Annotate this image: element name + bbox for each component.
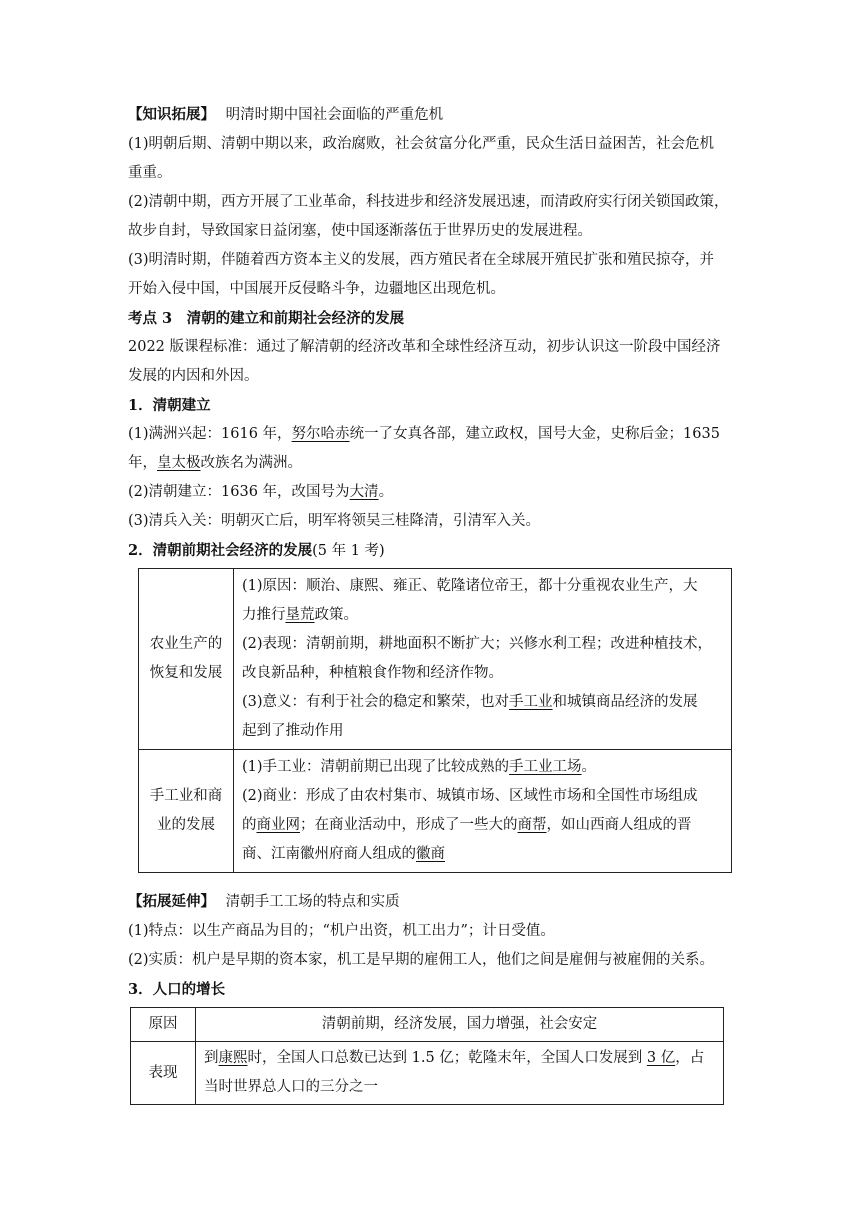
manchu-rise xyxy=(128,420,738,449)
page-content xyxy=(128,100,738,1105)
manifestation-line-cont: 改良新品种，种植粮食作物和经济作物。 xyxy=(242,665,503,681)
manifestation-line: (2)表现：清朝前期，耕地面积不断扩大；兴修水利工程；改进种植技术， xyxy=(242,636,713,652)
commerce-line: (2)商业：形成了由农村集市、城镇市场、区域性市场和全国性市场组成 xyxy=(242,788,698,804)
qing-entering-pass: (3)清兵入关：明朝灭亡后，明军将领吴三桂降清，引清军入关。 xyxy=(128,513,541,529)
extension-para-1-cont: 重重。 xyxy=(128,165,172,181)
knowledge-extension-tag: 【知识拓展】 xyxy=(128,106,215,123)
header-line: 手工业和商 xyxy=(149,788,223,804)
expansion-para-2: (2)实质：机户是早期的资本家，机工是早期的雇佣工人，他们之间是雇佣与被雇佣的关系。 xyxy=(128,952,715,968)
row-header-handicraft-commerce xyxy=(139,750,234,873)
knowledge-extension-title xyxy=(128,100,738,130)
header-line: 恢复和发展 xyxy=(149,665,223,681)
kangxi-term: 康熙 xyxy=(218,1050,248,1066)
commerce-line-cont-2 xyxy=(242,840,723,869)
manifestation-cell xyxy=(196,1042,724,1105)
workshop-term: 手工业工场 xyxy=(509,759,582,775)
population-table xyxy=(130,1007,724,1105)
heading-text: 2．清朝前期社会经济的发展 xyxy=(128,542,313,559)
huangtaiji-term: 皇太极 xyxy=(157,455,201,471)
extension-para-3-cont: 开始入侵中国，中国展开反侵略斗争，边疆地区出现危机。 xyxy=(128,281,505,297)
header-line: 业的发展 xyxy=(157,817,215,833)
text: 商、江南徽州府商人组成的 xyxy=(242,846,416,862)
expansion-heading: 清朝手工工场的特点和实质 xyxy=(225,894,400,910)
handicraft-term: 手工业 xyxy=(509,694,553,710)
cause-line: (1)原因：顺治、康熙、雍正、乾隆诸位帝王，都十分重视农业生产，大 xyxy=(242,578,698,594)
exam-point-3-title: 考点 3 清朝的建立和前期社会经济的发展 xyxy=(128,310,405,327)
population-3e8-term: 3 亿 xyxy=(646,1050,676,1066)
expansion-para-1: (1)特点：以生产商品为目的；“机户出资，机工出力”；计日受值。 xyxy=(128,923,555,939)
economy-table xyxy=(138,568,732,873)
handicraft-line xyxy=(242,753,723,782)
reclamation-term: 垦荒 xyxy=(285,607,315,623)
table-row xyxy=(139,569,732,750)
daqing-term: 大清 xyxy=(349,484,379,500)
expansion-tag: 【拓展延伸】 xyxy=(128,893,215,910)
text: (1)手工业：清朝前期已出现了比较成熟的 xyxy=(242,759,510,775)
manifestation-line-cont: 当时世界总人口的三分之一 xyxy=(204,1079,378,1095)
table-row xyxy=(131,1008,724,1042)
extension-para-1: (1)明朝后期、清朝中期以来，政治腐败，社会贫富分化严重，民众生活日益困苦，社会危机 xyxy=(128,136,715,152)
text: ；在商业活动中，形成了一些大的 xyxy=(300,817,518,833)
text: 到 xyxy=(204,1050,219,1066)
text: (1)满洲兴起：1616 年， xyxy=(128,426,292,442)
commerce-line-cont xyxy=(242,811,723,840)
huizhou-merchants-term: 徽商 xyxy=(416,846,445,862)
extension-para-2-cont: 故步自封，导致国家日益闭塞，使中国逐渐落伍于世界历史的发展进程。 xyxy=(128,223,592,239)
extension-para-3: (3)明清时期，伴随着西方资本主义的发展，西方殖民者在全球展开殖民扩张和殖民掠夺，并 xyxy=(128,252,715,268)
text: (2)清朝建立：1636 年，改国号为 xyxy=(128,484,350,500)
row-header-agriculture xyxy=(139,569,234,750)
table-row xyxy=(131,1042,724,1105)
text: 的 xyxy=(242,817,257,833)
text: 政策。 xyxy=(314,607,358,623)
row-header-cause: 原因 xyxy=(131,1008,196,1042)
manchu-rise-cont xyxy=(128,449,738,478)
header-line: 农业生产的 xyxy=(149,636,223,652)
text: 改族名为满洲。 xyxy=(200,455,302,471)
curriculum-standard: 2022 版课程标准：通过了解清朝的经济改革和全球性经济互动，初步认识这一阶段中国经济 xyxy=(128,339,721,355)
text: 。 xyxy=(378,484,394,500)
curriculum-standard-cont: 发展的内因和外因。 xyxy=(128,368,259,384)
text: 统一了女真各部，建立政权，国号大金，史称后金；1635 xyxy=(349,426,720,442)
expansion-title xyxy=(128,887,738,917)
significance-line xyxy=(242,688,723,717)
section-1-heading: 1．清朝建立 xyxy=(128,397,211,414)
text: 。 xyxy=(581,759,597,775)
cause-cell: 清朝前期，经济发展，国力增强，社会安定 xyxy=(196,1008,724,1042)
text: 和城镇商品经济的发展 xyxy=(552,694,698,710)
manifestation-line xyxy=(204,1044,715,1073)
text: 时，全国人口总数已达到 1.5 亿；乾隆末年，全国人口发展到 xyxy=(247,1050,647,1066)
agriculture-cell xyxy=(234,569,732,750)
text: 力推行 xyxy=(242,607,286,623)
cause-line-cont xyxy=(242,601,723,630)
extension-para-2: (2)清朝中期，西方开展了工业革命，科技进步和经济发展迅速，而清政府实行闭关锁国政策， xyxy=(128,194,729,210)
significance-line-cont: 起到了推动作用 xyxy=(242,723,344,739)
table-row xyxy=(139,750,732,873)
merchant-group-term: 商帮 xyxy=(517,817,547,833)
text: (3)意义：有利于社会的稳定和繁荣，也对 xyxy=(242,694,510,710)
nurhaci-term: 努尔哈赤 xyxy=(291,426,350,442)
text: 年， xyxy=(128,455,157,471)
row-header-manifestation: 表现 xyxy=(131,1042,196,1105)
section-3-heading: 3．人口的增长 xyxy=(128,981,226,998)
commercial-network-term: 商业网 xyxy=(256,817,300,833)
section-2-heading xyxy=(128,536,738,566)
knowledge-extension-heading: 明清时期中国社会面临的严重危机 xyxy=(225,107,444,123)
text: ，如山西商人组成的晋 xyxy=(546,817,692,833)
text: ，占 xyxy=(675,1050,705,1066)
handicraft-commerce-cell xyxy=(234,750,732,873)
exam-frequency-note: (5 年 1 考) xyxy=(312,543,385,559)
qing-founding xyxy=(128,478,738,507)
